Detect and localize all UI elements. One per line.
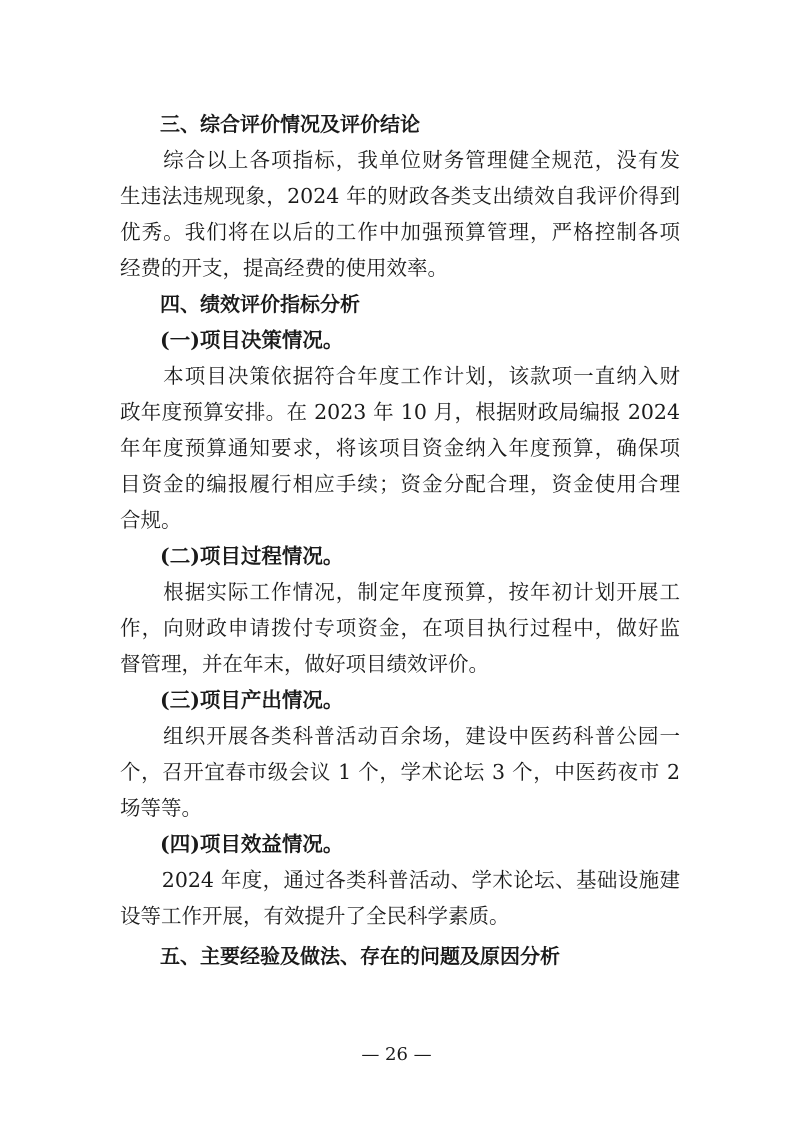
paragraph-line: 设等工作开展，有效提升了全民科学素质。 xyxy=(120,904,510,928)
paragraph-line: 督管理，并在年末，做好项目绩效评价。 xyxy=(120,652,489,676)
section-heading-experience-problems: 五、主要经验及做法、存在的问题及原因分析 xyxy=(160,944,560,968)
paragraph-line: 个，召开宜春市级会议 1 个，学术论坛 3 个，中医药夜市 2 xyxy=(120,760,680,784)
paragraph-line: 经费的开支，提高经费的使用效率。 xyxy=(120,256,448,280)
subsection-title-process: (二)项目过程情况。 xyxy=(160,544,344,568)
subsection-title-output: (三)项目产出情况。 xyxy=(160,688,344,712)
paragraph-line: 作，向财政申请拨付专项资金，在项目执行过程中，做好监 xyxy=(120,616,680,640)
section-heading-performance-indicators: 四、绩效评价指标分析 xyxy=(160,292,360,316)
paragraph-line: 综合以上各项指标，我单位财务管理健全规范，没有发 xyxy=(120,148,680,172)
paragraph-line: 2024 年度，通过各类科普活动、学术论坛、基础设施建 xyxy=(120,868,680,892)
section-heading-evaluation-conclusion: 三、综合评价情况及评价结论 xyxy=(160,112,420,136)
paragraph-line: 本项目决策依据符合年度工作计划，该款项一直纳入财 xyxy=(120,364,680,388)
paragraph-line: 年年度预算通知要求，将该项目资金纳入年度预算，确保项 xyxy=(120,436,680,460)
subsection-title-benefit: (四)项目效益情况。 xyxy=(160,832,344,856)
subsection-title-decision: (一)项目决策情况。 xyxy=(160,328,344,352)
paragraph-line: 优秀。我们将在以后的工作中加强预算管理，严格控制各项 xyxy=(120,220,680,244)
paragraph-line: 政年度预算安排。在 2023 年 10 月，根据财政局编报 2024 xyxy=(120,400,680,424)
paragraph-line: 组织开展各类科普活动百余场，建设中医药科普公园一 xyxy=(120,724,680,748)
page-number: — 26 — xyxy=(361,1044,432,1065)
paragraph-line: 根据实际工作情况，制定年度预算，按年初计划开展工 xyxy=(120,580,680,604)
paragraph-line: 合规。 xyxy=(120,508,182,532)
paragraph-line: 场等等。 xyxy=(120,796,202,820)
paragraph-line: 目资金的编报履行相应手续；资金分配合理，资金使用合理 xyxy=(120,472,680,496)
paragraph-line: 生违法违规现象，2024 年的财政各类支出绩效自我评价得到 xyxy=(120,184,680,208)
